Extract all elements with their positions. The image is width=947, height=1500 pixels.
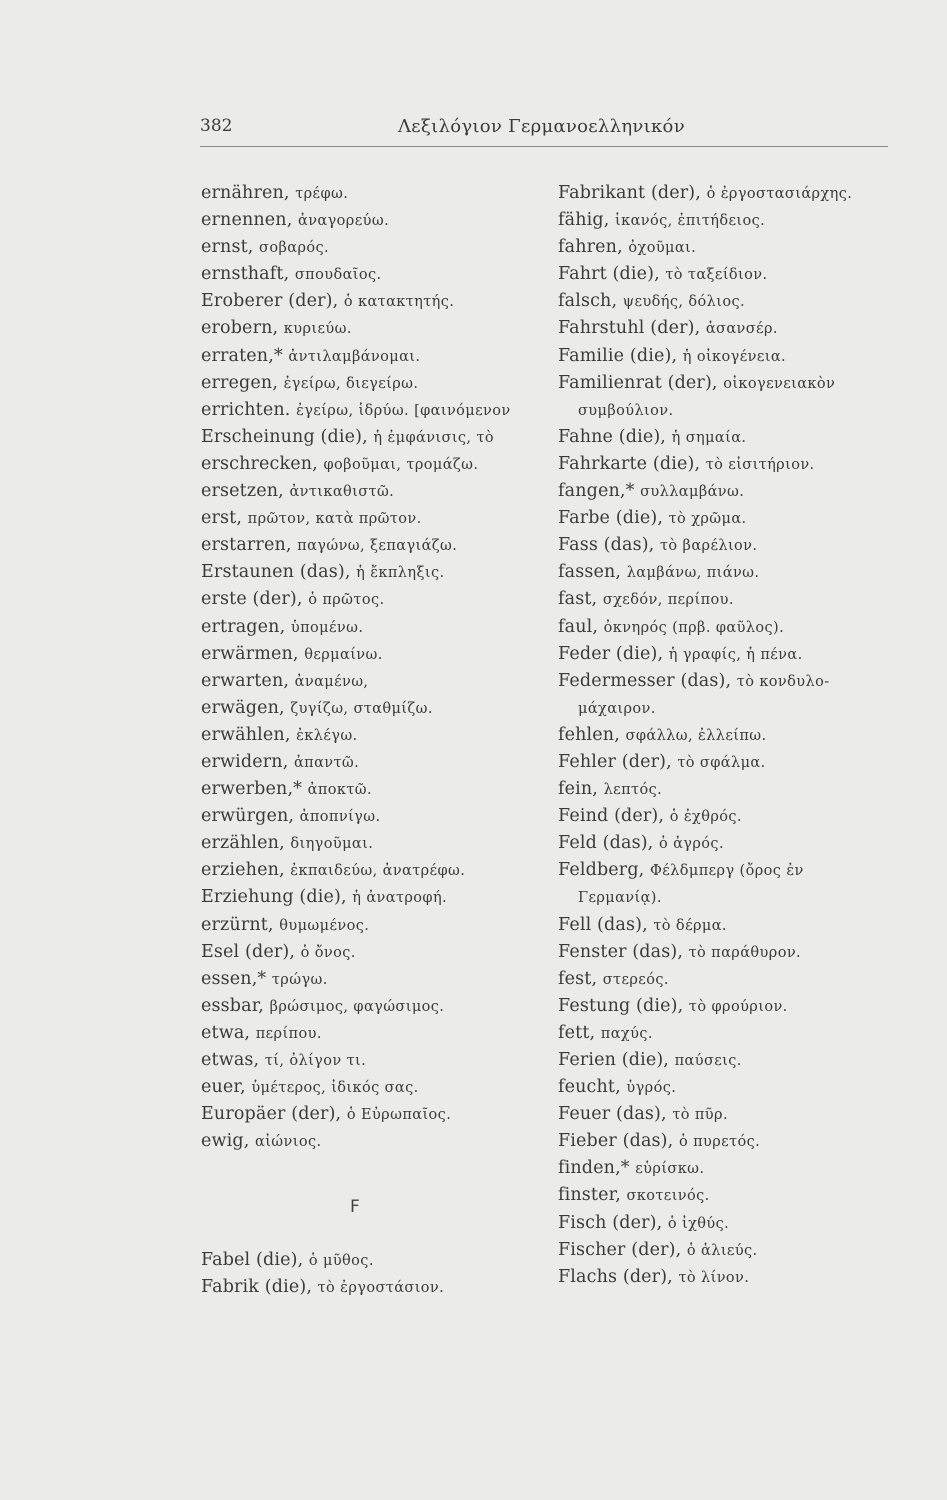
- greek-translation: ἐκπαιδεύω, ἀνατρέφω.: [290, 863, 466, 880]
- german-headword: feucht,: [558, 1077, 621, 1098]
- greek-translation: περίπου.: [255, 1025, 322, 1042]
- dictionary-entry: [558, 1074, 893, 1101]
- german-headword: fähig,: [558, 210, 610, 231]
- section-letter: F: [350, 1197, 360, 1217]
- dictionary-entry: [201, 288, 531, 315]
- german-headword: ersetzen,: [201, 481, 284, 502]
- dictionary-entry: [201, 1101, 531, 1128]
- page-header: [0, 116, 947, 146]
- greek-translation: ἀσανσέρ.: [705, 321, 778, 338]
- greek-translation: βρώσιμος, φαγώσιμος.: [269, 998, 445, 1015]
- dictionary-entry: [558, 505, 893, 532]
- dictionary-entry: [201, 722, 531, 749]
- dictionary-entry: [558, 1210, 893, 1237]
- greek-translation: ζυγίζω, σταθμίζω.: [290, 700, 433, 717]
- greek-translation: οἰκογενειακὸν: [723, 375, 836, 392]
- dictionary-entry: [558, 397, 893, 424]
- german-headword: erregen,: [201, 372, 279, 393]
- german-headword: Federmesser (das),: [558, 670, 732, 691]
- german-headword: Feder (die),: [558, 643, 664, 664]
- dictionary-entry: [558, 207, 893, 234]
- greek-translation: ἀναγορεύω.: [298, 213, 390, 230]
- dictionary-entry: [558, 884, 893, 911]
- greek-translation: σοβαρός.: [259, 240, 330, 257]
- greek-translation: ἱκανός, ἐπιτήδειος.: [615, 213, 766, 230]
- greek-translation: θερμαίνω.: [304, 646, 383, 663]
- greek-translation: τὸ βαρέλιον.: [659, 538, 758, 555]
- greek-translation: ἀποκτῶ.: [307, 782, 373, 799]
- greek-translation: τὸ σφάλμα.: [677, 754, 766, 771]
- dictionary-entry: [558, 343, 893, 370]
- dictionary-entry: [558, 695, 893, 722]
- dictionary-entry: [201, 505, 531, 532]
- dictionary-entry: [558, 993, 893, 1020]
- german-headword: etwas,: [201, 1050, 260, 1070]
- dictionary-entry: [201, 1247, 531, 1274]
- greek-translation: τὸ δέρμα.: [653, 917, 727, 934]
- german-headword: Fehler (der),: [558, 751, 672, 772]
- dictionary-entry: [201, 424, 531, 451]
- dictionary-entry: [201, 966, 531, 993]
- german-headword: erobern,: [201, 318, 279, 339]
- dictionary-entry: [201, 343, 531, 370]
- dictionary-entry: [201, 586, 531, 613]
- german-headword: Fenster (das),: [558, 941, 684, 962]
- german-headword: Europäer (der),: [201, 1104, 342, 1125]
- greek-translation: πρῶτον, κατὰ πρῶτον.: [247, 511, 422, 528]
- dictionary-entry: [558, 180, 893, 207]
- german-headword: Fabel (die),: [201, 1250, 304, 1270]
- german-headword: fest,: [558, 968, 598, 989]
- greek-translation: ἀποπνίγω.: [299, 809, 381, 826]
- dictionary-entry: [558, 478, 893, 505]
- dictionary-entry: [558, 1101, 893, 1128]
- german-headword: erzählen,: [201, 833, 285, 854]
- greek-translation: κυριεύω.: [283, 321, 352, 338]
- german-headword: erwählen,: [201, 724, 291, 745]
- greek-translation: τὸ παράθυρον.: [688, 944, 802, 961]
- dictionary-entry: [201, 207, 531, 234]
- greek-translation: λεπτός.: [603, 782, 663, 799]
- dictionary-entry: [558, 234, 893, 261]
- greek-translation: ὁ ὄνος.: [300, 944, 356, 961]
- german-headword: euer,: [201, 1077, 246, 1098]
- german-headword: essen,*: [201, 968, 267, 989]
- greek-translation: σκοτεινός.: [626, 1188, 710, 1205]
- dictionary-entry: [201, 993, 531, 1020]
- german-headword: fast,: [558, 589, 598, 610]
- dictionary-entry: [201, 695, 531, 722]
- greek-translation: τὸ λίνον.: [678, 1269, 750, 1286]
- dictionary-entry: [201, 614, 531, 641]
- german-headword: Fieber (das),: [558, 1131, 674, 1152]
- greek-translation: τρώγω.: [271, 971, 328, 988]
- german-headword: Fell (das),: [558, 914, 648, 935]
- dictionary-entry: [201, 884, 531, 911]
- german-headword: erzürnt,: [201, 914, 274, 935]
- greek-translation: ὁ ἰχθύς.: [667, 1215, 730, 1232]
- german-headword: erraten,*: [201, 345, 283, 366]
- german-headword: erschrecken,: [201, 453, 318, 474]
- dictionary-entry: [558, 586, 893, 613]
- german-headword: erwidern,: [201, 751, 289, 772]
- dictionary-entry: [201, 803, 531, 830]
- dictionary-entry: [558, 641, 893, 668]
- header-rule: [200, 146, 888, 147]
- dictionary-entry: [201, 532, 531, 559]
- german-headword: Fahrkarte (die),: [558, 453, 701, 474]
- greek-translation: σχεδόν, περίπου.: [602, 592, 734, 609]
- dictionary-entry: [558, 1128, 893, 1155]
- dictionary-entry: [558, 966, 893, 993]
- greek-translation: αἰώνιος.: [255, 1134, 322, 1151]
- german-headword: fangen,*: [558, 481, 635, 502]
- greek-translation: τὸ ταξείδιον.: [665, 267, 768, 284]
- dictionary-entry: [201, 234, 531, 261]
- german-headword: etwa,: [201, 1022, 251, 1043]
- german-headword: Erscheinung (die),: [201, 426, 368, 447]
- german-headword: ernähren,: [201, 183, 290, 203]
- german-headword: ernst,: [201, 237, 254, 258]
- german-headword: Fahne (die),: [558, 426, 667, 447]
- greek-translation: ἀπαντῶ.: [293, 754, 360, 771]
- greek-translation: ὁ κατακτητής.: [343, 294, 455, 311]
- greek-translation: ψευδής, δόλιος.: [622, 294, 746, 311]
- greek-translation: εὑρίσκω.: [635, 1161, 705, 1178]
- greek-translation: ὁ ἁλιεύς.: [686, 1242, 758, 1259]
- dictionary-entry: [558, 288, 893, 315]
- greek-translation: ὁ ἐχθρός.: [669, 809, 742, 826]
- greek-translation: θυμωμένος.: [279, 917, 370, 934]
- german-headword: erwägen,: [201, 697, 285, 718]
- greek-translation: ἡ σημαία.: [671, 429, 747, 446]
- greek-translation: ἀναμένω,: [294, 673, 369, 690]
- greek-translation: τὸ κονδυλο-: [736, 673, 830, 690]
- german-headword: faul,: [558, 616, 599, 637]
- dictionary-entry: [558, 1264, 893, 1291]
- dictionary-entry: [201, 1020, 531, 1047]
- german-headword: falsch,: [558, 291, 618, 312]
- greek-translation: συμβούλιον.: [578, 402, 674, 419]
- dictionary-entry: [558, 1237, 893, 1264]
- dictionary-entry: [558, 559, 893, 586]
- greek-translation: ἐκλέγω.: [296, 727, 358, 744]
- dictionary-entry: [201, 939, 531, 966]
- greek-translation: μάχαιρον.: [578, 700, 656, 717]
- dictionary-entry: [558, 939, 893, 966]
- german-headword: erstarren,: [201, 535, 292, 556]
- german-headword: fett,: [558, 1022, 596, 1043]
- german-headword: Festung (die),: [558, 995, 684, 1016]
- german-headword: Flachs (der),: [558, 1266, 673, 1287]
- dictionary-entry: [558, 668, 893, 695]
- greek-translation: τὸ χρῶμα.: [668, 511, 747, 528]
- german-headword: errichten.: [201, 399, 291, 420]
- dictionary-entry: [558, 424, 893, 451]
- left-column: [201, 180, 531, 1155]
- greek-translation: ἡ ἐμφάνισις, τὸ: [373, 429, 494, 446]
- german-headword: Fabrikant (der),: [558, 183, 701, 203]
- dictionary-entry: [558, 830, 893, 857]
- dictionary-entry: [201, 315, 531, 342]
- dictionary-entry: [201, 749, 531, 776]
- dictionary-entry: [201, 776, 531, 803]
- german-headword: erwürgen,: [201, 806, 295, 827]
- greek-translation: ἡ γραφίς, ἡ πένα.: [668, 646, 803, 663]
- dictionary-entry: [201, 451, 531, 478]
- dictionary-entry: [201, 180, 531, 207]
- german-headword: Fabrik (die),: [201, 1277, 313, 1298]
- german-headword: Esel (der),: [201, 941, 296, 962]
- greek-translation: τὸ ἐργοστάσιον.: [317, 1280, 445, 1297]
- greek-translation: ὁ πρῶτος.: [308, 592, 385, 609]
- right-column: [558, 180, 893, 1291]
- greek-translation: ὑμέτερος, ἰδικός σας.: [251, 1080, 419, 1097]
- german-headword: Erziehung (die),: [201, 887, 347, 908]
- dictionary-entry: [558, 749, 893, 776]
- german-headword: erste (der),: [201, 589, 303, 610]
- german-headword: Farbe (die),: [558, 508, 664, 529]
- greek-translation: συλλαμβάνω.: [640, 484, 745, 501]
- german-headword: Ferien (die),: [558, 1050, 670, 1070]
- dictionary-entry: [558, 1020, 893, 1047]
- german-headword: Fahrt (die),: [558, 264, 660, 285]
- german-headword: Feuer (das),: [558, 1104, 667, 1125]
- dictionary-entry: [201, 370, 531, 397]
- dictionary-entry: [201, 912, 531, 939]
- greek-translation: τὸ πῦρ.: [672, 1107, 728, 1124]
- dictionary-entry: [558, 1155, 893, 1182]
- greek-translation: παχύς.: [600, 1025, 653, 1042]
- greek-translation: ὁ μῦθος.: [308, 1253, 374, 1269]
- greek-translation: ὁ Εὐρωπαῖος.: [346, 1107, 452, 1124]
- dictionary-entry: [558, 722, 893, 749]
- greek-translation: Γερμανίᾳ).: [578, 890, 662, 907]
- german-headword: ernsthaft,: [201, 264, 290, 285]
- greek-translation: ὀχοῦμαι.: [628, 240, 697, 257]
- dictionary-entry: [201, 1074, 531, 1101]
- dictionary-entry: [558, 857, 893, 884]
- greek-translation: σφάλλω, ἐλλείπω.: [625, 727, 767, 744]
- dictionary-entry: [201, 830, 531, 857]
- dictionary-entry: [558, 370, 893, 397]
- greek-translation: τρέφω.: [295, 186, 349, 202]
- german-headword: erwarten,: [201, 670, 290, 691]
- german-headword: Eroberer (der),: [201, 291, 339, 312]
- greek-translation: ἡ ἀνατροφή.: [352, 890, 448, 907]
- dictionary-entry: [201, 478, 531, 505]
- dictionary-entry: [558, 776, 893, 803]
- german-headword: finster,: [558, 1185, 621, 1206]
- dictionary-entry: [201, 641, 531, 668]
- german-headword: fehlen,: [558, 724, 620, 745]
- german-headword: Fass (das),: [558, 535, 655, 556]
- greek-translation: ἐγείρω, ἱδρύω. [φαινόμενον: [296, 402, 511, 419]
- dictionary-entry: [558, 1182, 893, 1209]
- greek-translation: παύσεις.: [674, 1053, 742, 1069]
- german-headword: erwärmen,: [201, 643, 299, 664]
- greek-translation: τὸ φρούριον.: [688, 998, 788, 1015]
- page-number: 382: [200, 116, 233, 136]
- greek-translation: ὁ ἀγρός.: [658, 836, 724, 853]
- dictionary-entry: [201, 397, 531, 424]
- german-headword: Fischer (der),: [558, 1239, 682, 1260]
- german-headword: fassen,: [558, 562, 622, 583]
- german-headword: Feind (der),: [558, 806, 665, 827]
- left-column-f-section: [201, 1247, 531, 1301]
- german-headword: erwerben,*: [201, 779, 303, 800]
- german-headword: ertragen,: [201, 616, 286, 637]
- german-headword: essbar,: [201, 995, 265, 1016]
- greek-translation: ὁ πυρετός.: [678, 1134, 761, 1151]
- german-headword: Familie (die),: [558, 345, 678, 366]
- dictionary-entry: [201, 1047, 531, 1074]
- dictionary-entry: [201, 668, 531, 695]
- german-headword: Fahrstuhl (der),: [558, 318, 701, 339]
- greek-translation: ἀντιλαμβάνομαι.: [288, 348, 421, 365]
- greek-translation: ὀκνηρός (πρβ. φαῦλος).: [603, 619, 785, 636]
- german-headword: Familienrat (der),: [558, 372, 718, 393]
- german-headword: Fisch (der),: [558, 1212, 663, 1233]
- dictionary-entry: [558, 912, 893, 939]
- dictionary-entry: [201, 1274, 531, 1301]
- greek-translation: ἐγείρω, διεγείρω.: [283, 375, 419, 392]
- dictionary-entry: [201, 261, 531, 288]
- dictionary-entry: [558, 261, 893, 288]
- german-headword: Feld (das),: [558, 833, 654, 854]
- greek-translation: ἀντικαθιστῶ.: [289, 484, 395, 501]
- dictionary-entry: [558, 315, 893, 342]
- dictionary-entry: [201, 857, 531, 884]
- greek-translation: διηγοῦμαι.: [290, 836, 374, 853]
- german-headword: ewig,: [201, 1131, 250, 1152]
- greek-translation: τί, ὀλίγον τι.: [264, 1053, 367, 1069]
- greek-translation: παγώνω, ξεπαγιάζω.: [297, 538, 458, 555]
- german-headword: finden,*: [558, 1158, 630, 1179]
- greek-translation: λαμβάνω, πιάνω.: [626, 565, 760, 582]
- greek-translation: στερεός.: [602, 971, 669, 988]
- german-headword: ernennen,: [201, 210, 293, 231]
- greek-translation: φοβοῦμαι, τρομάζω.: [323, 456, 479, 473]
- greek-translation: Φέλδμπεργ (ὄρος ἐν: [649, 863, 804, 880]
- greek-translation: ἡ οἰκογένεια.: [682, 348, 787, 365]
- german-headword: fein,: [558, 779, 599, 800]
- dictionary-entry: [558, 1047, 893, 1074]
- greek-translation: ὑπομένω.: [290, 619, 364, 636]
- greek-translation: ὑγρός.: [626, 1080, 677, 1097]
- greek-translation: ἡ ἔκπληξις.: [356, 565, 445, 582]
- dictionary-entry: [201, 559, 531, 586]
- dictionary-entry: [201, 1128, 531, 1155]
- german-headword: Erstaunen (das),: [201, 562, 351, 583]
- running-title: Λεξιλόγιον Γερμανοελληνικόν: [398, 116, 685, 137]
- german-headword: fahren,: [558, 237, 623, 258]
- dictionary-entry: [558, 803, 893, 830]
- greek-translation: τὸ εἰσιτήριον.: [705, 456, 815, 473]
- german-headword: erziehen,: [201, 860, 285, 881]
- dictionary-entry: [558, 614, 893, 641]
- german-headword: Feldberg,: [558, 860, 645, 881]
- greek-translation: ὁ ἐργοστασιάρχης.: [706, 186, 853, 202]
- dictionary-entry: [558, 451, 893, 478]
- dictionary-entry: [558, 532, 893, 559]
- greek-translation: σπουδαῖος.: [294, 267, 382, 284]
- german-headword: erst,: [201, 508, 243, 529]
